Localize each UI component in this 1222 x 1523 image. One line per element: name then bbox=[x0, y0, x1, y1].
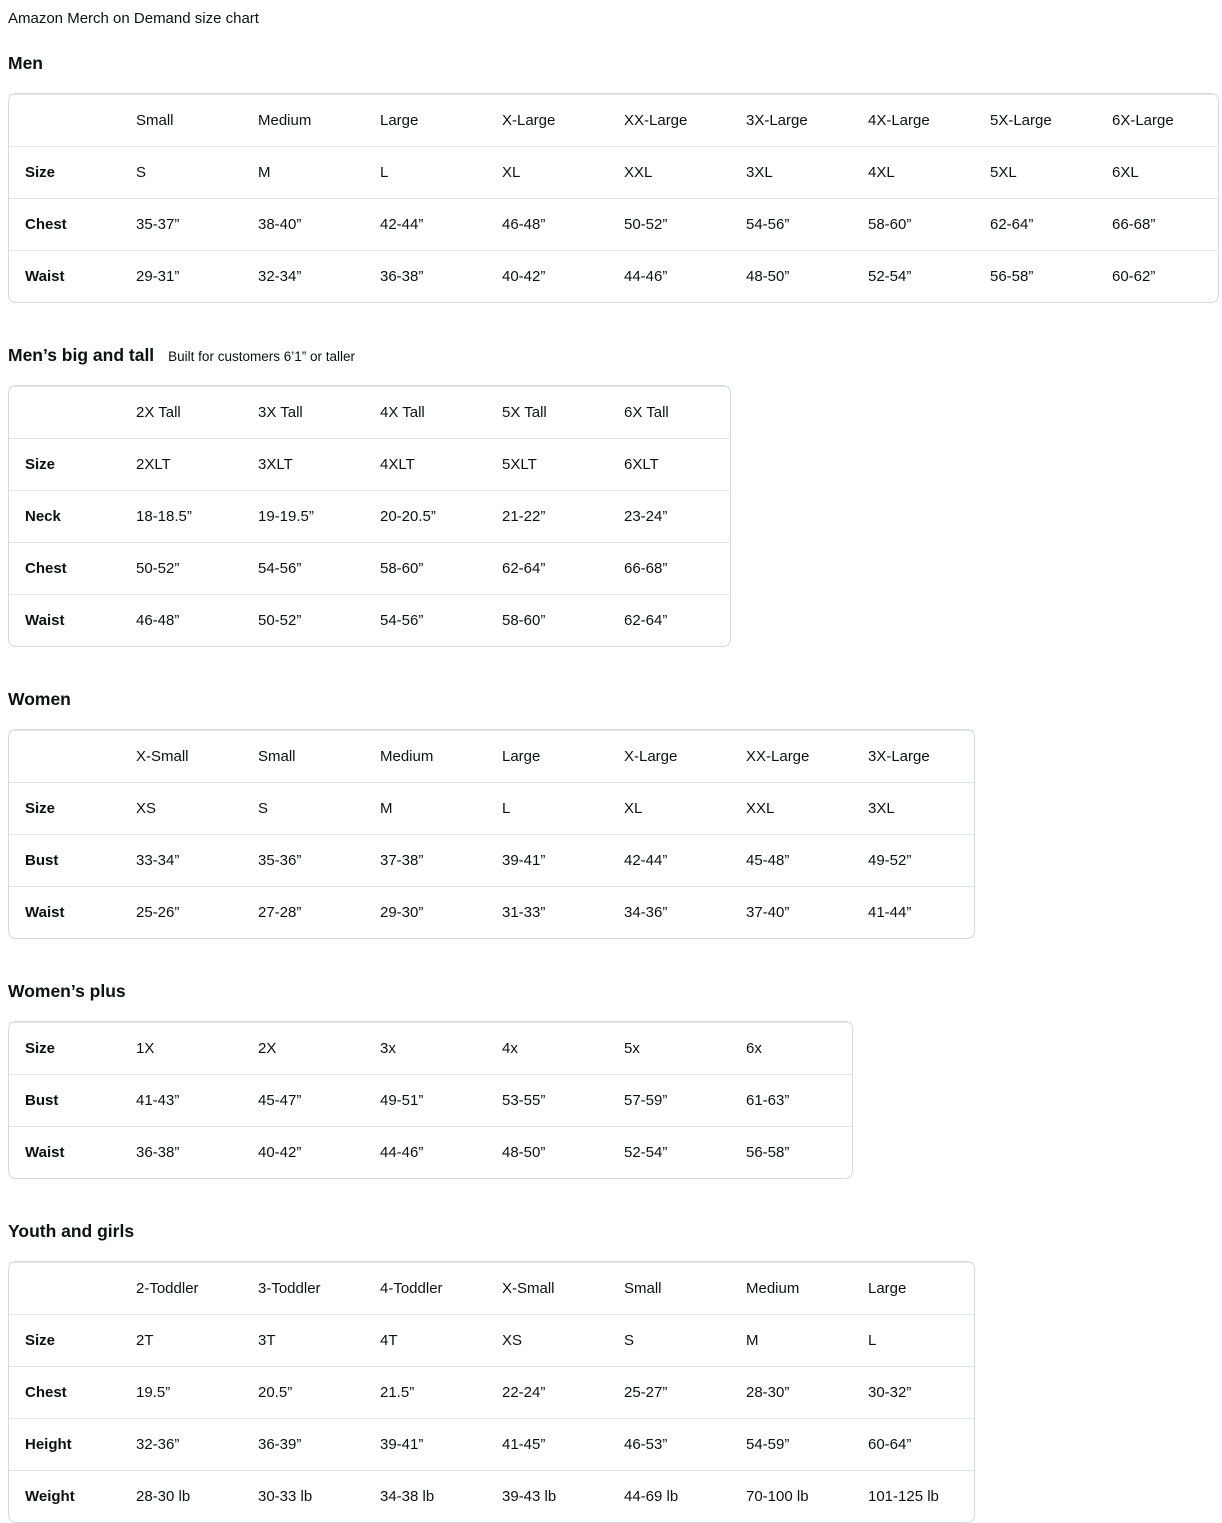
cell: M bbox=[730, 1314, 852, 1366]
cell: XL bbox=[486, 146, 608, 198]
cell: 29-30” bbox=[364, 886, 486, 938]
cell: 4x bbox=[486, 1022, 608, 1074]
row-label: Size bbox=[9, 1022, 120, 1074]
cell: M bbox=[364, 782, 486, 834]
cell: 4XLT bbox=[364, 438, 486, 490]
cell: 41-45” bbox=[486, 1418, 608, 1470]
cell: 56-58” bbox=[974, 250, 1096, 302]
section-header-mens-big-and-tall bbox=[8, 344, 1218, 368]
row-label: Height bbox=[9, 1418, 120, 1470]
cell: 48-50” bbox=[730, 250, 852, 302]
table-row bbox=[9, 1470, 974, 1522]
cell: M bbox=[242, 146, 364, 198]
cell: 54-56” bbox=[730, 198, 852, 250]
column-header: X-Small bbox=[486, 1262, 608, 1314]
cell: 32-34” bbox=[242, 250, 364, 302]
cell: 70-100 lb bbox=[730, 1470, 852, 1522]
row-label: Neck bbox=[9, 490, 120, 542]
row-label: Waist bbox=[9, 594, 120, 646]
section-youth-and-girls bbox=[8, 1220, 1218, 1523]
cell: 39-43 lb bbox=[486, 1470, 608, 1522]
cell: 48-50” bbox=[486, 1126, 608, 1178]
row-label: Size bbox=[9, 438, 120, 490]
column-header: 6X-Large bbox=[1096, 94, 1218, 146]
cell: 2X bbox=[242, 1022, 364, 1074]
cell: 52-54” bbox=[608, 1126, 730, 1178]
section-heading-men: Men bbox=[8, 53, 43, 73]
column-header: 2X Tall bbox=[120, 386, 242, 438]
row-label: Size bbox=[9, 1314, 120, 1366]
mens-big-and-tall-size-table bbox=[8, 385, 731, 647]
cell: 28-30” bbox=[730, 1366, 852, 1418]
table-row bbox=[9, 198, 1218, 250]
cell: 22-24” bbox=[486, 1366, 608, 1418]
cell: 3T bbox=[242, 1314, 364, 1366]
cell: 36-38” bbox=[364, 250, 486, 302]
cell: 53-55” bbox=[486, 1074, 608, 1126]
column-header: 2-Toddler bbox=[120, 1262, 242, 1314]
section-header-youth-and-girls bbox=[8, 1220, 1218, 1244]
column-header: 5X-Large bbox=[974, 94, 1096, 146]
column-header: 4-Toddler bbox=[364, 1262, 486, 1314]
table-row bbox=[9, 1074, 852, 1126]
cell: 21.5” bbox=[364, 1366, 486, 1418]
cell: 54-56” bbox=[242, 542, 364, 594]
cell: S bbox=[608, 1314, 730, 1366]
row-label: Chest bbox=[9, 198, 120, 250]
cell: 62-64” bbox=[608, 594, 730, 646]
cell: 6XL bbox=[1096, 146, 1218, 198]
corner-cell bbox=[9, 94, 120, 146]
cell: 41-43” bbox=[120, 1074, 242, 1126]
corner-cell bbox=[9, 730, 120, 782]
column-header: Medium bbox=[730, 1262, 852, 1314]
table-row bbox=[9, 594, 730, 646]
cell: 4T bbox=[364, 1314, 486, 1366]
cell: L bbox=[486, 782, 608, 834]
cell: 58-60” bbox=[486, 594, 608, 646]
section-mens-big-and-tall bbox=[8, 344, 1218, 647]
cell: 35-37” bbox=[120, 198, 242, 250]
cell: 29-31” bbox=[120, 250, 242, 302]
table-row bbox=[9, 1022, 852, 1074]
section-heading-women: Women bbox=[8, 689, 71, 709]
cell: 62-64” bbox=[486, 542, 608, 594]
column-header: XX-Large bbox=[730, 730, 852, 782]
cell: 20-20.5” bbox=[364, 490, 486, 542]
cell: 57-59” bbox=[608, 1074, 730, 1126]
cell: 44-69 lb bbox=[608, 1470, 730, 1522]
section-men bbox=[8, 52, 1218, 303]
men-size-table bbox=[8, 93, 1219, 303]
cell: 27-28” bbox=[242, 886, 364, 938]
cell: 35-36” bbox=[242, 834, 364, 886]
cell: 46-53” bbox=[608, 1418, 730, 1470]
row-label: Bust bbox=[9, 1074, 120, 1126]
cell: 37-38” bbox=[364, 834, 486, 886]
row-label: Chest bbox=[9, 542, 120, 594]
cell: 30-33 lb bbox=[242, 1470, 364, 1522]
cell: 5x bbox=[608, 1022, 730, 1074]
youth-and-girls-size-table bbox=[8, 1261, 975, 1523]
cell: 101-125 lb bbox=[852, 1470, 974, 1522]
cell: 54-59” bbox=[730, 1418, 852, 1470]
cell: S bbox=[120, 146, 242, 198]
column-header: 4X Tall bbox=[364, 386, 486, 438]
column-header-row bbox=[9, 94, 1218, 146]
cell: XXL bbox=[730, 782, 852, 834]
column-header: Medium bbox=[242, 94, 364, 146]
column-header: Small bbox=[608, 1262, 730, 1314]
cell: 39-41” bbox=[364, 1418, 486, 1470]
cell: 33-34” bbox=[120, 834, 242, 886]
cell: 66-68” bbox=[1096, 198, 1218, 250]
section-header-women bbox=[8, 688, 1218, 712]
table-row bbox=[9, 1418, 974, 1470]
table-row bbox=[9, 886, 974, 938]
section-header-men bbox=[8, 52, 1218, 76]
column-header: X-Large bbox=[486, 94, 608, 146]
corner-cell bbox=[9, 386, 120, 438]
cell: 3XLT bbox=[242, 438, 364, 490]
column-header: 3-Toddler bbox=[242, 1262, 364, 1314]
cell: 61-63” bbox=[730, 1074, 852, 1126]
cell: 56-58” bbox=[730, 1126, 852, 1178]
column-header: Large bbox=[852, 1262, 974, 1314]
cell: XL bbox=[608, 782, 730, 834]
cell: 25-26” bbox=[120, 886, 242, 938]
column-header: Medium bbox=[364, 730, 486, 782]
cell: 6XLT bbox=[608, 438, 730, 490]
cell: 3XL bbox=[852, 782, 974, 834]
cell: 36-38” bbox=[120, 1126, 242, 1178]
table-row bbox=[9, 250, 1218, 302]
cell: 46-48” bbox=[486, 198, 608, 250]
column-header-row bbox=[9, 386, 730, 438]
cell: 6x bbox=[730, 1022, 852, 1074]
column-header: X-Large bbox=[608, 730, 730, 782]
row-label: Bust bbox=[9, 834, 120, 886]
cell: 18-18.5” bbox=[120, 490, 242, 542]
section-heading-womens-plus: Women’s plus bbox=[8, 981, 126, 1001]
cell: 40-42” bbox=[242, 1126, 364, 1178]
cell: 36-39” bbox=[242, 1418, 364, 1470]
cell: 19-19.5” bbox=[242, 490, 364, 542]
cell: 5XLT bbox=[486, 438, 608, 490]
cell: L bbox=[852, 1314, 974, 1366]
cell: 30-32” bbox=[852, 1366, 974, 1418]
table-row bbox=[9, 438, 730, 490]
cell: XS bbox=[120, 782, 242, 834]
cell: 41-44” bbox=[852, 886, 974, 938]
cell: 25-27” bbox=[608, 1366, 730, 1418]
section-header-womens-plus bbox=[8, 980, 1218, 1004]
column-header: 3X-Large bbox=[852, 730, 974, 782]
cell: 49-52” bbox=[852, 834, 974, 886]
section-subtitle-mens-big-and-tall: Built for customers 6’1” or taller bbox=[168, 349, 355, 364]
cell: 45-47” bbox=[242, 1074, 364, 1126]
column-header: Large bbox=[364, 94, 486, 146]
table-row bbox=[9, 146, 1218, 198]
cell: 66-68” bbox=[608, 542, 730, 594]
cell: 23-24” bbox=[608, 490, 730, 542]
row-label: Size bbox=[9, 782, 120, 834]
column-header: X-Small bbox=[120, 730, 242, 782]
women-size-table bbox=[8, 729, 975, 939]
cell: 44-46” bbox=[608, 250, 730, 302]
column-header-row bbox=[9, 1262, 974, 1314]
section-heading-youth-and-girls: Youth and girls bbox=[8, 1221, 135, 1241]
section-womens-plus bbox=[8, 980, 1218, 1179]
column-header: Small bbox=[242, 730, 364, 782]
cell: 1X bbox=[120, 1022, 242, 1074]
cell: 3x bbox=[364, 1022, 486, 1074]
row-label: Waist bbox=[9, 886, 120, 938]
row-label: Weight bbox=[9, 1470, 120, 1522]
cell: 39-41” bbox=[486, 834, 608, 886]
cell: 60-64” bbox=[852, 1418, 974, 1470]
cell: 44-46” bbox=[364, 1126, 486, 1178]
cell: 49-51” bbox=[364, 1074, 486, 1126]
cell: 50-52” bbox=[120, 542, 242, 594]
corner-cell bbox=[9, 1262, 120, 1314]
cell: 19.5” bbox=[120, 1366, 242, 1418]
table-row bbox=[9, 782, 974, 834]
cell: 38-40” bbox=[242, 198, 364, 250]
table-row bbox=[9, 1314, 974, 1366]
row-label: Waist bbox=[9, 1126, 120, 1178]
section-heading-mens-big-and-tall: Men’s big and tall bbox=[8, 345, 155, 365]
cell: 50-52” bbox=[608, 198, 730, 250]
cell: 28-30 lb bbox=[120, 1470, 242, 1522]
row-label: Waist bbox=[9, 250, 120, 302]
cell: 50-52” bbox=[242, 594, 364, 646]
column-header-row bbox=[9, 730, 974, 782]
cell: 34-38 lb bbox=[364, 1470, 486, 1522]
column-header: Small bbox=[120, 94, 242, 146]
cell: 21-22” bbox=[486, 490, 608, 542]
cell: 34-36” bbox=[608, 886, 730, 938]
column-header: 4X-Large bbox=[852, 94, 974, 146]
cell: 40-42” bbox=[486, 250, 608, 302]
cell: 3XL bbox=[730, 146, 852, 198]
column-header: 3X Tall bbox=[242, 386, 364, 438]
row-label: Size bbox=[9, 146, 120, 198]
column-header: 3X-Large bbox=[730, 94, 852, 146]
table-row bbox=[9, 490, 730, 542]
cell: S bbox=[242, 782, 364, 834]
cell: 58-60” bbox=[364, 542, 486, 594]
cell: 5XL bbox=[974, 146, 1096, 198]
table-row bbox=[9, 1366, 974, 1418]
column-header: Large bbox=[486, 730, 608, 782]
cell: 31-33” bbox=[486, 886, 608, 938]
cell: 46-48” bbox=[120, 594, 242, 646]
cell: 45-48” bbox=[730, 834, 852, 886]
cell: 42-44” bbox=[608, 834, 730, 886]
page-title: Amazon Merch on Demand size chart bbox=[8, 10, 259, 27]
cell: 2XLT bbox=[120, 438, 242, 490]
cell: 60-62” bbox=[1096, 250, 1218, 302]
cell: 54-56” bbox=[364, 594, 486, 646]
cell: 4XL bbox=[852, 146, 974, 198]
cell: 37-40” bbox=[730, 886, 852, 938]
cell: 32-36” bbox=[120, 1418, 242, 1470]
section-women bbox=[8, 688, 1218, 939]
cell: 62-64” bbox=[974, 198, 1096, 250]
cell: XS bbox=[486, 1314, 608, 1366]
table-row bbox=[9, 542, 730, 594]
column-header: XX-Large bbox=[608, 94, 730, 146]
table-row bbox=[9, 1126, 852, 1178]
cell: 2T bbox=[120, 1314, 242, 1366]
cell: 52-54” bbox=[852, 250, 974, 302]
cell: 42-44” bbox=[364, 198, 486, 250]
cell: 20.5” bbox=[242, 1366, 364, 1418]
table-row bbox=[9, 834, 974, 886]
womens-plus-size-table bbox=[8, 1021, 853, 1179]
row-label: Chest bbox=[9, 1366, 120, 1418]
cell: L bbox=[364, 146, 486, 198]
column-header: 6X Tall bbox=[608, 386, 730, 438]
cell: XXL bbox=[608, 146, 730, 198]
cell: 58-60” bbox=[852, 198, 974, 250]
column-header: 5X Tall bbox=[486, 386, 608, 438]
